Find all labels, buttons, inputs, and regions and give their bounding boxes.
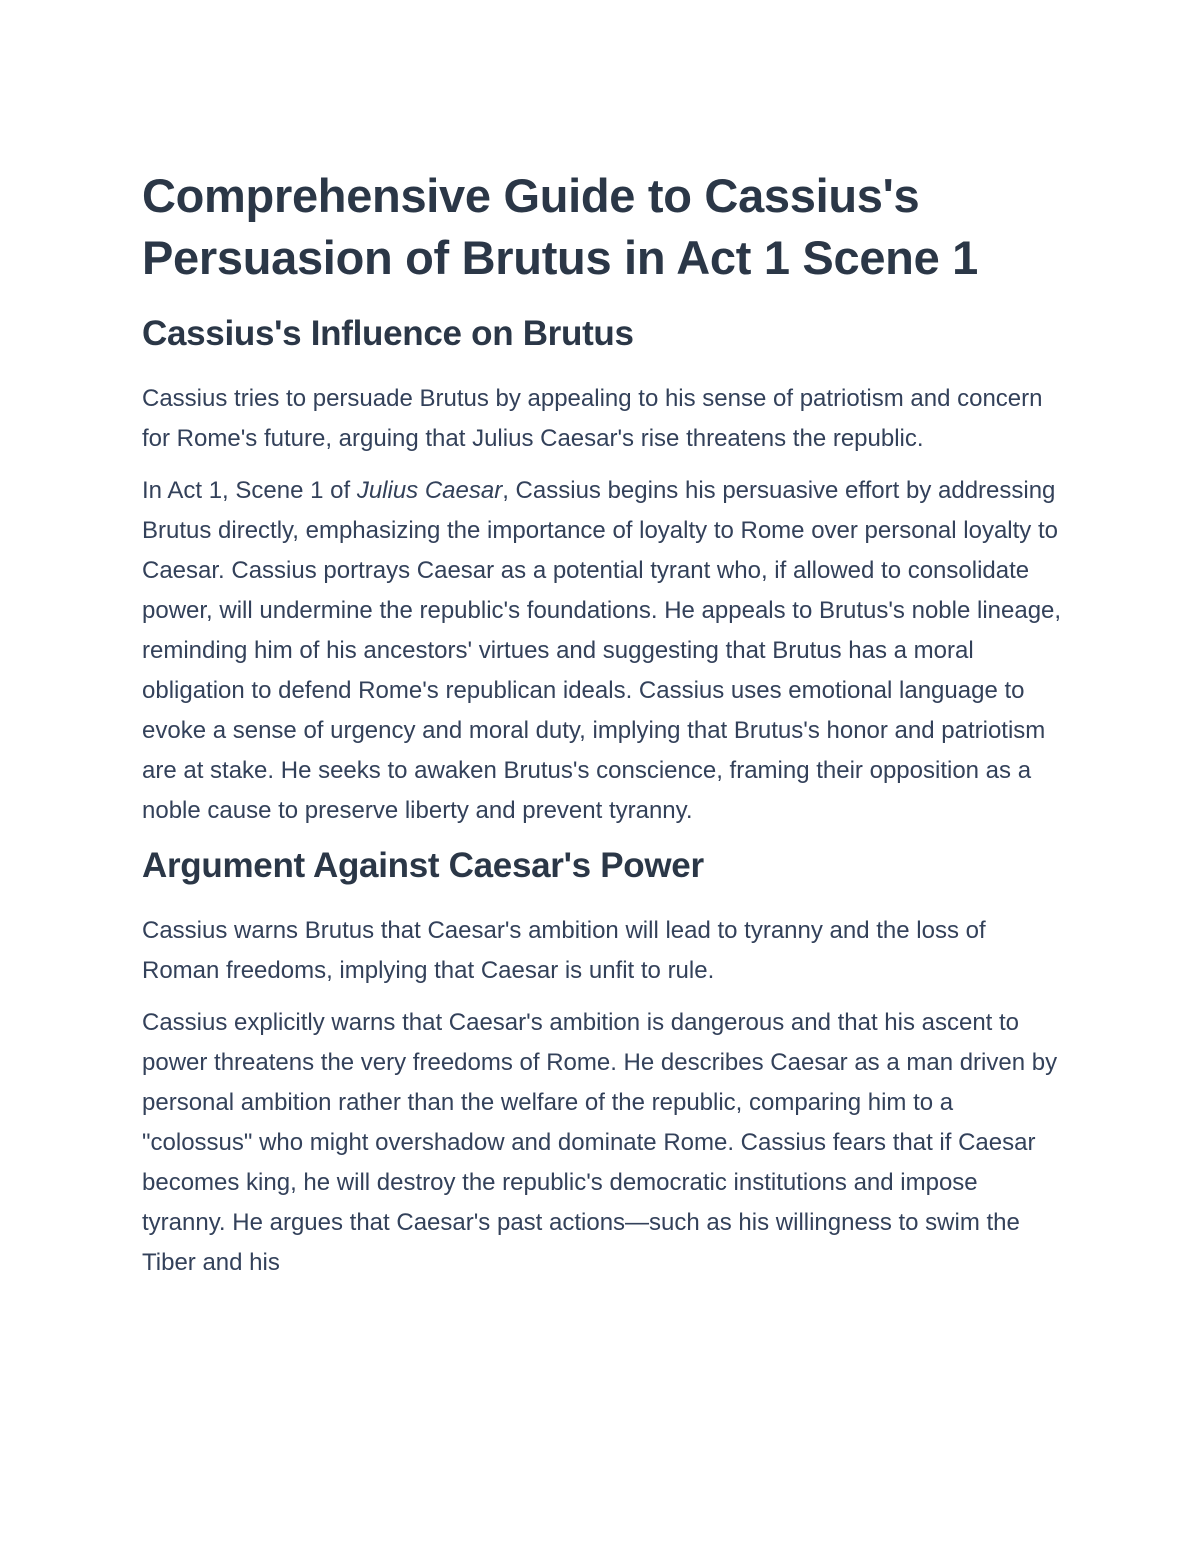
body-text-rest: , Cassius begins his persuasive effort by addressing Brutus directly, emphasizing the importance of loyalty to Rome over personal loyalty to Caesar. Cassius portrays Caesar as a potential tyrant who, if allowed to consolidate power, will undermine the republic's foundations. He appeals to Brutus's noble lineage, reminding him of his ancestors' virtues and suggesting that Brutus has a moral obligation to defend Rome's republican ideals. Cassius uses emotional language to evoke a sense of urgency and moral duty, implying that Brutus's honor and patriotism are at stake. He seeks to awaken Brutus's conscience, framing their opposition as a noble cause to preserve liberty and prevent tyranny. (142, 477, 1062, 824)
section-argument (142, 843, 1067, 1283)
section-heading: Cassius's Influence on Brutus (142, 314, 634, 353)
section-summary: Cassius tries to persuade Brutus by appealing to his sense of patriotism and concern for Rome's future, arguing that Julius Caesar's rise threatens the republic. (142, 385, 1043, 452)
section-body (142, 471, 1067, 831)
section-body: Cassius explicitly warns that Caesar's ambition is dangerous and that his ascent to power threatens the very freedoms of Rome. He describes Caesar as a man driven by personal ambition rather than the welfare of the republic, comparing him to a "colossus" who might overshadow and dominate Rome. Cassius fears that if Caesar becomes king, he will destroy the republic's democratic institutions and impose tyranny. He argues that Caesar's past actions—such as his willingness to swim the Tiber and his (142, 1009, 1058, 1276)
document-title: Comprehensive Guide to Cassius's Persuasion of Brutus in Act 1 Scene 1 (142, 169, 979, 284)
section-influence (142, 311, 1067, 831)
play-title-italic: Julius Caesar (356, 477, 503, 504)
body-text-prefix: In Act 1, Scene 1 of (142, 477, 357, 504)
section-heading: Argument Against Caesar's Power (142, 846, 704, 885)
document-page (142, 165, 1067, 1295)
section-summary: Cassius warns Brutus that Caesar's ambition will lead to tyranny and the loss of Roman freedoms, implying that Caesar is unfit to rule. (142, 917, 986, 984)
